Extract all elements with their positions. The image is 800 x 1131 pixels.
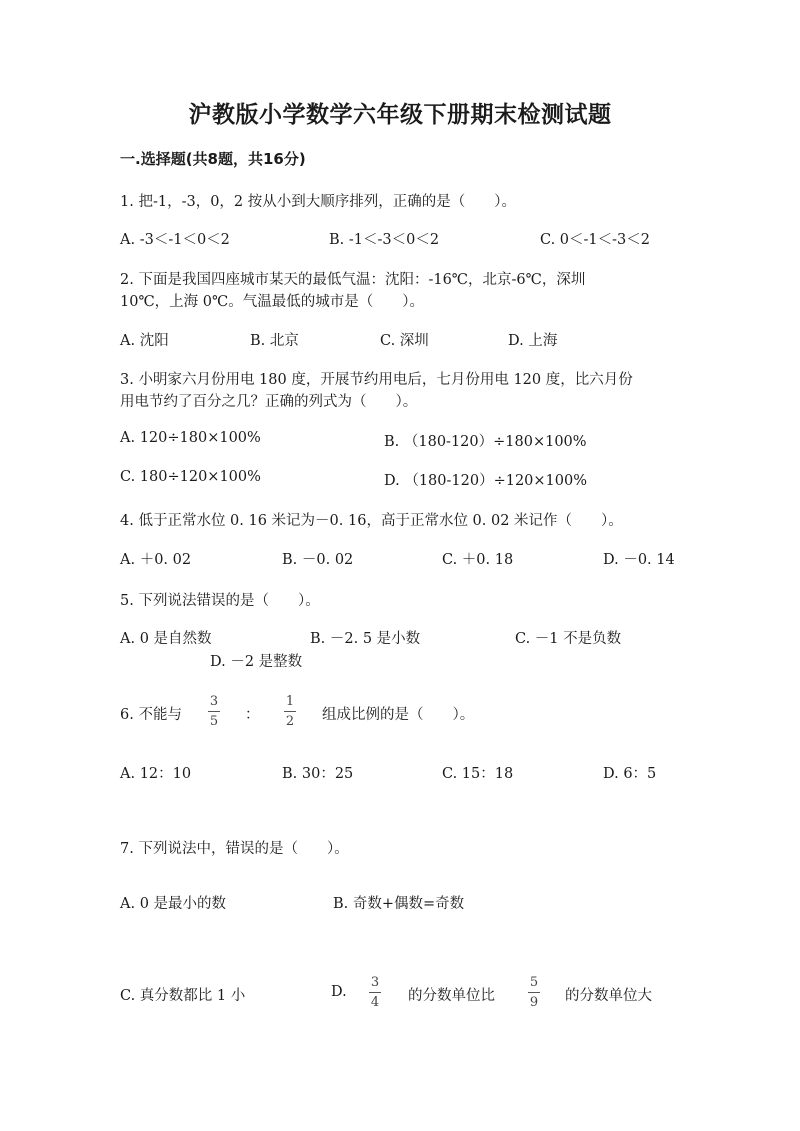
question-1-option-c: C. 0＜-1＜-3＜2 <box>540 232 650 248</box>
question-7-option-d-label: D. <box>331 984 347 1000</box>
fraction-numerator: 3 <box>370 975 380 990</box>
question-6-prefix: 6. 不能与 <box>120 707 182 723</box>
question-2-option-b: B. 北京 <box>250 333 299 349</box>
question-6-option-b: B. 30：25 <box>282 766 354 782</box>
question-6-option-a: A. 12：10 <box>120 766 192 782</box>
fraction-numerator: 1 <box>285 694 295 709</box>
page-title: 沪教版小学数学六年级下册期末检测试题 <box>188 102 612 128</box>
fraction-denominator: 9 <box>529 995 539 1010</box>
question-7-stem: 7. 下列说法中，错误的是（ ）。 <box>120 841 349 857</box>
question-4-option-b: B. －0. 02 <box>282 552 354 568</box>
fraction-bar <box>284 711 296 712</box>
fraction-bar <box>369 992 381 993</box>
question-1-option-b: B. -1＜-3＜0＜2 <box>329 232 440 248</box>
question-7-option-d-suffix: 的分数单位大 <box>565 988 652 1004</box>
question-3-option-b: B. （180-120）÷180×100% <box>384 434 587 450</box>
question-2-stem-line-2: 10℃，上海 0℃。气温最低的城市是（ ）。 <box>120 294 424 310</box>
question-6-option-d: D. 6：5 <box>603 766 657 782</box>
question-5-option-c: C. －1 不是负数 <box>515 631 622 647</box>
fraction-denominator: 2 <box>285 714 295 729</box>
question-7-option-a: A. 0 是最小的数 <box>120 896 227 912</box>
section-heading: 一.选择题(共8题，共16分) <box>120 150 306 168</box>
fraction-denominator: 4 <box>370 995 380 1010</box>
question-7-option-d-middle: 的分数单位比 <box>408 988 495 1004</box>
question-2-option-c: C. 深圳 <box>380 333 429 349</box>
question-4-option-d: D. －0. 14 <box>603 552 675 568</box>
fraction-numerator: 3 <box>209 694 219 709</box>
question-7-fraction-2 <box>528 975 540 1010</box>
question-2-option-a: A. 沈阳 <box>120 333 169 349</box>
question-7-fraction-1 <box>369 975 381 1010</box>
question-6-fraction-2 <box>284 694 296 729</box>
question-4-option-a: A. ＋0. 02 <box>120 552 192 568</box>
question-5-option-d: D. －2 是整数 <box>210 654 303 670</box>
question-3-option-d: D. （180-120）÷120×100% <box>384 473 588 489</box>
question-3-stem-line-2: 用电节约了百分之几？正确的列式为（ ）。 <box>120 394 418 410</box>
fraction-numerator: 5 <box>529 975 539 990</box>
question-5-stem: 5. 下列说法错误的是（ ）。 <box>120 593 320 609</box>
question-5-option-a: A. 0 是自然数 <box>120 631 212 647</box>
question-7-option-b: B. 奇数+偶数=奇数 <box>333 896 465 912</box>
question-6-suffix: 组成比例的是（ ）。 <box>322 707 475 723</box>
fraction-bar <box>208 711 220 712</box>
fraction-denominator: 5 <box>209 714 219 729</box>
fraction-bar <box>528 992 540 993</box>
question-2-stem-line-1: 2. 下面是我国四座城市某天的最低气温：沈阳：-16℃，北京-6℃，深圳 <box>120 272 586 288</box>
question-1-option-a: A. -3＜-1＜0＜2 <box>120 232 230 248</box>
question-4-stem: 4. 低于正常水位 0. 16 米记为－0. 16，高于正常水位 0. 02 米记作（ ）。 <box>120 513 623 529</box>
question-6-fraction-1 <box>208 694 220 729</box>
question-6-colon: ： <box>245 707 260 723</box>
question-7-option-c: C. 真分数都比 1 小 <box>120 988 246 1004</box>
question-4-option-c: C. ＋0. 18 <box>442 552 514 568</box>
question-2-option-d: D. 上海 <box>508 333 558 349</box>
question-3-option-c: C. 180÷120×100% <box>120 469 261 485</box>
question-1-stem: 1. 把-1，-3，0，2 按从小到大顺序排列，正确的是（ ）。 <box>120 194 517 210</box>
question-3-option-a: A. 120÷180×100% <box>120 430 261 446</box>
question-3-stem-line-1: 3. 小明家六月份用电 180 度，开展节约用电后，七月份用电 120 度，比六月份 <box>120 372 633 388</box>
question-5-option-b: B. －2. 5 是小数 <box>310 631 421 647</box>
question-6-option-c: C. 15：18 <box>442 766 514 782</box>
